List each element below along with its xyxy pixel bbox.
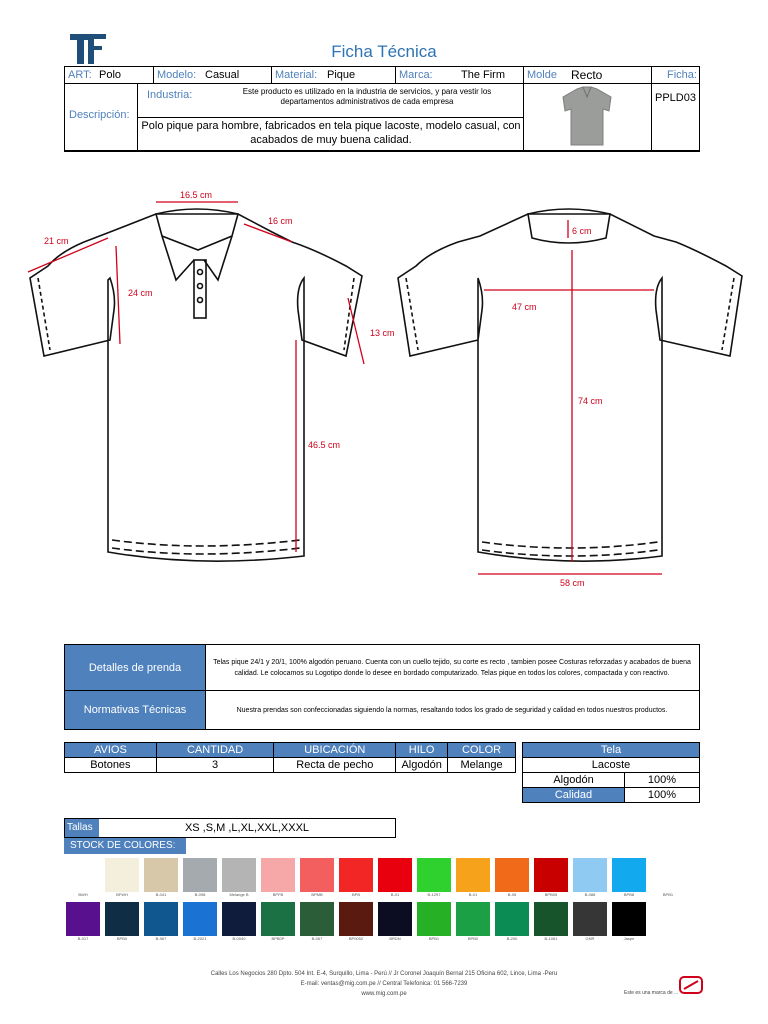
modelo-label: Modelo:: [157, 69, 197, 81]
color-swatch: [105, 902, 139, 936]
tela-type: Lacoste: [523, 758, 700, 773]
color-swatch: [261, 858, 295, 892]
color-swatch-code: B-098: [194, 892, 206, 897]
tallas-value: XS ,S,M ,L,XL,XXL,XXXL: [184, 822, 310, 834]
marca-value: The Firm: [461, 69, 505, 81]
descripcion-label: Descripción:: [69, 109, 130, 121]
cantidad-cell: 3: [156, 758, 274, 773]
color-swatch-code: BPFB: [272, 892, 284, 897]
brand-seal-icon: [678, 974, 704, 996]
measure-collar-height: 6 cm: [572, 226, 592, 236]
color-swatch: [534, 858, 568, 892]
footer-contact: E-mail: ventas@mig.com.pe // Central Telefonica: 01 566-7239: [300, 981, 468, 987]
color-swatch: [183, 858, 217, 892]
measure-armhole: 24 cm: [128, 288, 153, 298]
color-swatch: [144, 858, 178, 892]
color-swatch-code: B-01: [468, 892, 478, 897]
art-label: ART:: [68, 69, 92, 81]
color-swatch-code: B-1297: [427, 892, 441, 897]
color-swatch: [612, 902, 646, 936]
color-swatch: [144, 902, 178, 936]
color-swatches: [66, 858, 706, 942]
color-swatch-code: BPB0P: [271, 936, 285, 941]
color-swatch: [456, 858, 490, 892]
measure-sleeve-opening: 13 cm: [370, 328, 395, 338]
color-swatch-code: Melange B: [229, 892, 249, 897]
footer-brand-note: Este es una marca de ...: [624, 990, 679, 996]
calidad-label: Calidad: [523, 788, 625, 803]
color-swatch: [222, 858, 256, 892]
color-swatch: [105, 858, 139, 892]
color-swatch-code: BPMB: [311, 892, 323, 897]
art-value: Polo: [99, 69, 122, 81]
industria-label: Industria:: [147, 89, 193, 101]
measure-hem: 58 cm: [560, 578, 585, 588]
color-swatch-code: B-05: [507, 892, 517, 897]
color-swatch-code: BPB1: [662, 892, 674, 897]
color-swatch-code: B-088: [584, 892, 596, 897]
polo-back-drawing: [398, 209, 742, 561]
color-swatch-code: BPB8: [623, 892, 635, 897]
color-swatch: [66, 858, 100, 892]
modelo-value: Casual: [205, 69, 240, 81]
garment-diagram: [0, 180, 768, 600]
color-swatch-code: BPB1: [428, 936, 440, 941]
color-swatch-code: BPB0: [467, 936, 479, 941]
industria-text: Este producto es utilizado en la industria de servicios, y para vestir los departamentos administrativos de cada empresa: [242, 87, 492, 106]
color-swatch-code: Jaspe: [623, 936, 635, 941]
color-swatch-code: B-067: [311, 936, 323, 941]
ubicacion-cell: Recta de pecho: [274, 758, 396, 773]
avios-header: AVIOS: [65, 743, 157, 758]
color-swatch: [417, 858, 451, 892]
color-swatch-code: BWH: [78, 892, 88, 897]
color-swatch-code: BRDN: [389, 936, 401, 941]
color-swatch: [339, 858, 373, 892]
tallas-row: [64, 818, 396, 838]
calidad-value: 100%: [625, 788, 700, 803]
color-swatch: [339, 902, 373, 936]
measure-collar-width: 16.5 cm: [180, 190, 213, 200]
measure-chest: 47 cm: [512, 302, 537, 312]
footer-website: www.mig.com.pe: [361, 991, 407, 997]
color-swatch-code: B-2021: [193, 936, 207, 941]
ficha-value: PPLD03: [655, 92, 696, 104]
color-swatch: [651, 858, 685, 892]
color-swatch-code: B-1061: [544, 936, 558, 941]
tallas-label: Tallas: [65, 819, 99, 837]
page-title: Ficha Técnica: [331, 42, 437, 61]
stock-colors-label: STOCK DE COLORES:: [64, 838, 186, 854]
color-header: COLOR: [448, 743, 516, 758]
measure-side-length: 46.5 cm: [308, 440, 341, 450]
molde-label: Molde: [527, 69, 557, 81]
algodon-value: 100%: [625, 773, 700, 788]
tela-header: Tela: [523, 743, 700, 758]
color-swatch: [300, 858, 334, 892]
color-swatch-code: BPB05: [544, 892, 558, 897]
marca-label: Marca:: [399, 69, 433, 81]
color-swatch-code: B-01: [390, 892, 400, 897]
hilo-header: HILO: [396, 743, 448, 758]
ubicacion-header: UBICACIÓN: [274, 743, 396, 758]
details-table: [64, 644, 700, 730]
color-swatch: [612, 858, 646, 892]
header-table: [64, 66, 700, 152]
color-swatch: [495, 858, 529, 892]
color-swatch-code: GNR: [585, 936, 595, 941]
detalles-label: Detalles de prenda: [65, 645, 205, 690]
color-swatch: [573, 858, 607, 892]
color-swatch: [534, 902, 568, 936]
normativas-text: Nuestra prendas son confeccionadas siguiendo la normas, resaltando todos los grado de seguridad y calidad en todos nuestros productos.: [236, 706, 668, 714]
color-cell: Melange: [448, 758, 516, 773]
measure-sleeve-length: 21 cm: [44, 236, 69, 246]
color-swatch: [456, 902, 490, 936]
measure-body-length: 74 cm: [578, 396, 603, 406]
measure-shoulder: 16 cm: [268, 216, 293, 226]
material-value: Pique: [327, 69, 356, 81]
color-swatch-code: BPB: [351, 892, 360, 897]
color-swatch: [495, 902, 529, 936]
color-swatch: [417, 902, 451, 936]
color-swatch-code: BPB0: [116, 936, 128, 941]
avios-cell: Botones: [65, 758, 157, 773]
normativas-label: Normativas Técnicas: [65, 691, 205, 729]
color-swatch-code: B-017: [77, 936, 89, 941]
color-swatch: [378, 858, 412, 892]
algodon-label: Algodón: [523, 773, 625, 788]
color-swatch: [183, 902, 217, 936]
color-swatch-code: B-967: [155, 936, 167, 941]
polo-thumbnail: [559, 85, 615, 147]
tela-table: [522, 742, 700, 803]
measure-lines: [28, 202, 662, 574]
color-swatch-code: B-200: [506, 936, 518, 941]
color-swatch: [573, 902, 607, 936]
cantidad-header: CANTIDAD: [156, 743, 274, 758]
color-swatch: [378, 902, 412, 936]
color-swatch-code: B-0040: [232, 936, 246, 941]
detalles-text: Telas pique 24/1 y 20/1, 100% algodón peruano. Cuenta con un cuello tejido, su corte es recto , tambien posee Costuras reforzadas y acabados de buena calidad. Le colocamos su Logotipo donde lo desee en bordado computarizado. Telas pique en todos los colores, compactada y con reactivo.: [213, 658, 691, 677]
polo-front-drawing: [30, 209, 362, 561]
color-swatch-code: B-041: [155, 892, 167, 897]
descripcion-text: Polo pique para hombre, fabricados en tela pique lacoste, modelo casual, con acabados de muy buena calidad.: [141, 120, 521, 146]
hilo-cell: Algodón: [396, 758, 448, 773]
color-swatch-code: BP0052: [348, 936, 364, 941]
molde-value: Recto: [571, 68, 603, 82]
material-label: Material:: [275, 69, 318, 81]
ficha-label: Ficha:: [667, 69, 697, 81]
footer-address: Calles Los Negocios 280 Dpto. 504 Int. E-4, Surquillo, Lima - Perú // Jr Coronel Joaquín Bernal 215 Oficina 602, Lince, Lima -Peru: [210, 971, 558, 977]
color-swatch: [222, 902, 256, 936]
color-swatch: [261, 902, 295, 936]
avios-table: [64, 742, 516, 773]
color-swatch: [300, 902, 334, 936]
color-swatch-code: BFWH: [116, 892, 128, 897]
color-swatch: [66, 902, 100, 936]
